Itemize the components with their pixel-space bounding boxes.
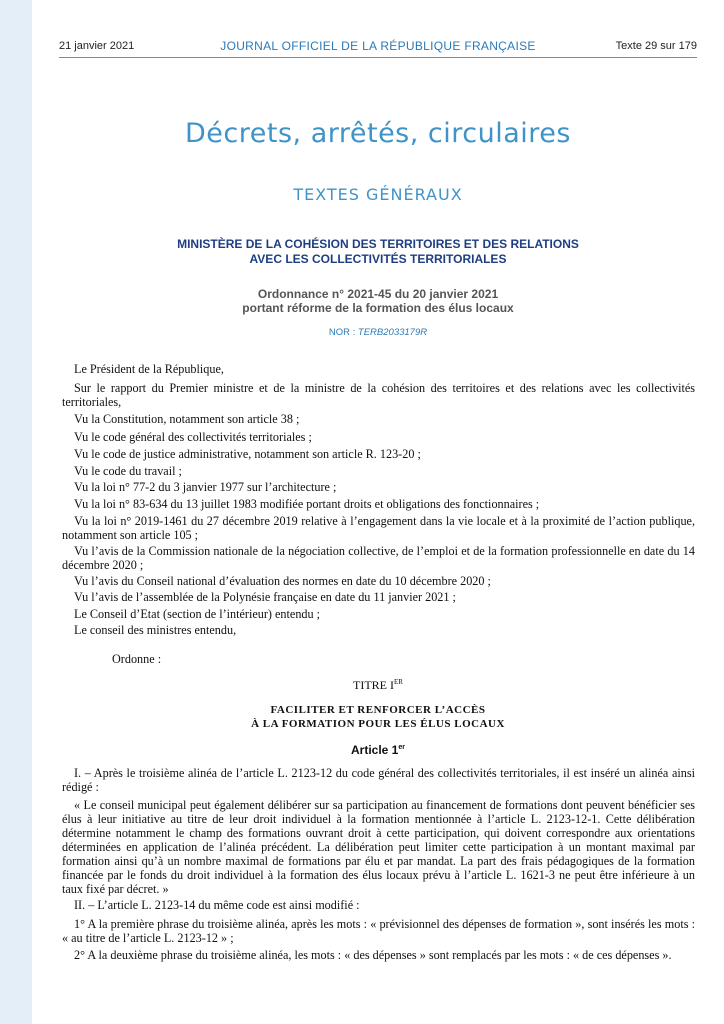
ordonne-line: Ordonne : bbox=[112, 652, 162, 666]
article-paragraph: I. – Après le troisième alinéa de l’article L. 2123-12 du code général des collectivités territoriales, il est inséré un alinéa ainsi rédigé : bbox=[62, 766, 695, 794]
article-paragraph: « Le conseil municipal peut également délibérer sur sa participation au financement de formations dont peuvent bénéficier ses élus à leur initiative au titre de leur droit individuel à la formation mentionnée à l’article L. 2123-12-1. Cette délibération détermine notamment le champ des formations ouvrant droit à cette participation, qui doivent correspondre aux orientations déterminées en application de l’alinéa précédent. La délibération peut limiter cette participation à un montant maximal par formation ainsi qu’à un nombre maximal de formations par élu et par mandat. La part des frais pédagogiques de la formation financée par le fonds du droit individuel à la formation des élus locaux prévu à l’article L. 1621-3 ne peut être inférieure à un taux fixé par décret. » bbox=[62, 798, 695, 896]
preamble-line: Vu la loi n° 77-2 du 3 janvier 1977 sur l’architecture ; bbox=[74, 480, 337, 494]
main-title: Décrets, arrêtés, circulaires bbox=[185, 118, 571, 149]
preamble-line: Sur le rapport du Premier ministre et de la ministre de la cohésion des territoires et des relations avec les collectivités territoriales, bbox=[62, 381, 695, 409]
article-label: Article 1 bbox=[351, 743, 399, 757]
ordonnance-line-2: portant réforme de la formation des élus locaux bbox=[242, 301, 514, 315]
preamble-line: Le Conseil d’Etat (section de l’intérieur) entendu ; bbox=[74, 607, 321, 621]
article-heading bbox=[32, 743, 724, 757]
ministry-heading bbox=[32, 237, 724, 267]
section-title: TEXTES GÉNÉRAUX bbox=[293, 185, 463, 204]
nor-reference bbox=[32, 327, 724, 338]
titre-superscript: ER bbox=[394, 678, 403, 686]
preamble-line: Vu l’avis du Conseil national d’évaluation des normes en date du 10 décembre 2020 ; bbox=[74, 574, 491, 588]
document-page bbox=[32, 0, 724, 1024]
preamble-line: Vu le code général des collectivités territoriales ; bbox=[74, 430, 312, 444]
preamble-line: Vu le code de justice administrative, notamment son article R. 123-20 ; bbox=[74, 447, 421, 461]
article-superscript: er bbox=[398, 744, 405, 751]
header-divider bbox=[59, 57, 697, 58]
titre-sub-line-1: FACILITER ET RENFORCER L’ACCÈS bbox=[270, 704, 486, 716]
ordonnance-line-1: Ordonnance n° 2021-45 du 20 janvier 2021 bbox=[257, 287, 499, 301]
header-text-number: Texte 29 sur 179 bbox=[615, 40, 697, 52]
titre-subheading bbox=[32, 703, 724, 731]
ordonnance-title bbox=[32, 287, 724, 315]
preamble-line: Vu l’avis de la Commission nationale de la négociation collective, de l’emploi et de la formation professionnelle en date du 14 décembre 2020 ; bbox=[62, 544, 695, 572]
preamble-line: Vu la loi n° 2019-1461 du 27 décembre 2019 relative à l’engagement dans la vie locale et à la proximité de l’action publique, notamment son article 105 ; bbox=[62, 514, 695, 542]
article-paragraph: II. – L’article L. 2123-14 du même code est ainsi modifié : bbox=[74, 898, 360, 912]
header-journal-title: JOURNAL OFFICIEL DE LA RÉPUBLIQUE FRANÇAISE bbox=[220, 39, 536, 53]
preamble-line: Vu la loi n° 83-634 du 13 juillet 1983 modifiée portant droits et obligations des fonctionnaires ; bbox=[74, 497, 540, 511]
preamble-line: Vu l’avis de l’assemblée de la Polynésie française en date du 11 janvier 2021 ; bbox=[74, 590, 456, 604]
header-date: 21 janvier 2021 bbox=[59, 40, 135, 52]
article-paragraph: 2° A la deuxième phrase du troisième alinéa, les mots : « des dépenses » sont remplacés par les mots : « de ces dépenses ». bbox=[74, 948, 672, 962]
preamble-line: Vu le code du travail ; bbox=[74, 464, 182, 478]
preamble-line: Le Président de la République, bbox=[74, 362, 224, 376]
nor-code: TERB2033179R bbox=[357, 327, 428, 338]
article-paragraph: 1° A la première phrase du troisième alinéa, après les mots : « prévisionnel des dépenses de formation », sont insérés les mots : « au titre de l’article L. 2123-12 » ; bbox=[62, 917, 695, 945]
titre-sub-line-2: À LA FORMATION POUR LES ÉLUS LOCAUX bbox=[251, 718, 505, 730]
ministry-line-2: AVEC LES COLLECTIVITÉS TERRITORIALES bbox=[249, 252, 507, 266]
titre-label: TITRE I bbox=[353, 678, 395, 692]
left-margin-band bbox=[0, 0, 32, 1024]
preamble-line: Vu la Constitution, notamment son article 38 ; bbox=[74, 412, 300, 426]
nor-label: NOR : bbox=[328, 327, 358, 338]
preamble-line: Le conseil des ministres entendu, bbox=[74, 623, 237, 637]
page-header bbox=[32, 33, 724, 67]
ministry-line-1: MINISTÈRE DE LA COHÉSION DES TERRITOIRES ET DES RELATIONS bbox=[177, 237, 579, 251]
titre-heading bbox=[32, 678, 724, 693]
